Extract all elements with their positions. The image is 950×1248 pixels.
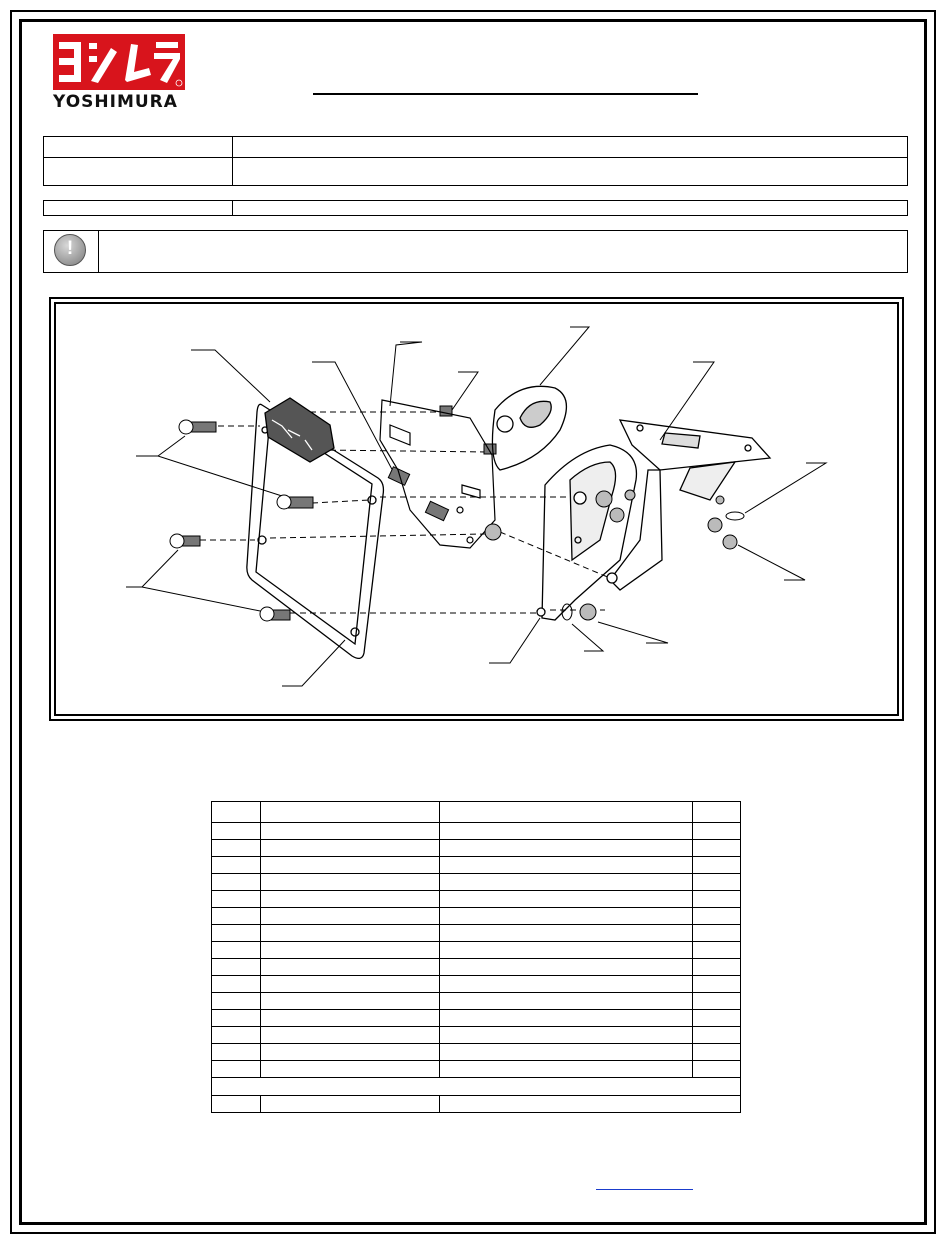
- leader-lines: [126, 327, 826, 686]
- parts-table-row: [212, 908, 741, 925]
- bolts: [170, 406, 496, 621]
- parts-table-row: [212, 1044, 741, 1061]
- plate-light-housing: [265, 398, 334, 462]
- parts-table-row: [212, 925, 741, 942]
- exclamation-glyph: !: [66, 238, 74, 259]
- parts-table-row: [212, 976, 741, 993]
- parts-table-header: [212, 802, 741, 823]
- side-bracket: [537, 445, 636, 620]
- parts-table-row: [212, 840, 741, 857]
- parts-table-row: [212, 1010, 741, 1027]
- website-link-underline[interactable]: [596, 1189, 693, 1190]
- logo-wordmark: YOSHIMURA: [53, 92, 178, 112]
- parts-table-row: [212, 1061, 741, 1078]
- parts-table-row: [212, 959, 741, 976]
- parts-table-row: [212, 1027, 741, 1044]
- parts-table-row: [212, 942, 741, 959]
- loop-hanger: [492, 386, 566, 470]
- parts-table-section-row: [212, 1078, 741, 1096]
- parts-table-row: [212, 874, 741, 891]
- parts-table-row: [212, 857, 741, 874]
- parts-table-extra-row: [212, 1096, 741, 1113]
- parts-table-row: [212, 823, 741, 840]
- parts-table-row: [212, 891, 741, 908]
- parts-table-row: [212, 993, 741, 1010]
- parts-list-table: [211, 801, 741, 1113]
- nuts: [485, 490, 737, 620]
